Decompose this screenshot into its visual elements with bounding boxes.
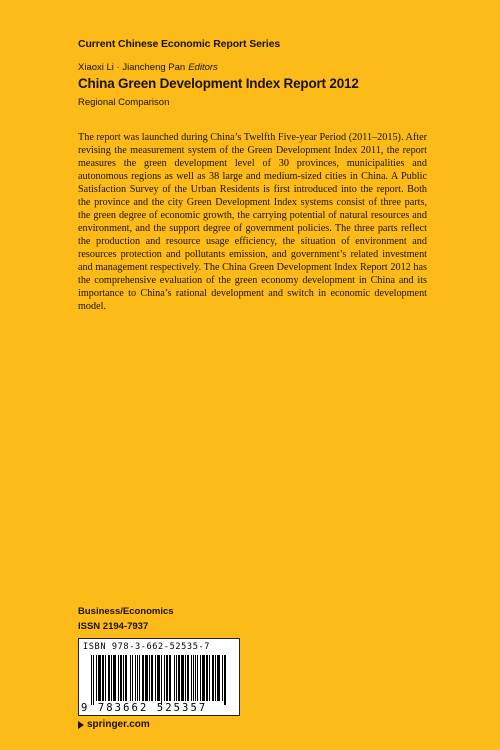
barcode-bar bbox=[206, 655, 208, 701]
barcode-bar bbox=[212, 655, 214, 701]
barcode-bar bbox=[125, 655, 127, 701]
barcode-bar bbox=[215, 655, 216, 701]
barcode-bar bbox=[93, 655, 94, 705]
barcode-graphic bbox=[91, 655, 229, 705]
barcode-bar bbox=[137, 655, 138, 701]
barcode-bar bbox=[164, 655, 165, 701]
barcode-bar bbox=[185, 655, 186, 701]
barcode-bar bbox=[174, 655, 175, 701]
barcode-bar bbox=[193, 655, 194, 701]
book-title: China Green Development Index Report 2012 bbox=[78, 76, 359, 91]
barcode-bar bbox=[195, 655, 196, 701]
barcode-bar bbox=[202, 655, 205, 701]
barcode-bar bbox=[149, 655, 150, 701]
barcode-bar bbox=[98, 655, 101, 701]
barcode-bar bbox=[102, 655, 104, 701]
abstract-text: The report was launched during China’s Twelfth Five-year Period (2011–2015). After revising the measurement system of the Green Development Index 2011, the report measures the green development level of 30 provinces, municipalities and autonomous regions as well as 38 large and medium-sized cities in China. A Public Satisfaction Survey of the Urban Residents is first introduced into the report. Both the province and the city Green Development Index systems consist of three parts, the green degree of economic growth, the carrying potential of natural resources and environment, and the support degree of government policies. The three parts reflect the production and resource usage efficiency, the situation of environment and resources protection and pollutants emission, and government’s related investment and management respectively. The China Green Development Index Report 2012 has the comprehensive evaluation of the green economy development in China and its importance to China’s rational development and switch in economic development model. bbox=[78, 132, 427, 312]
subject-category: Business/Economics bbox=[78, 606, 174, 617]
barcode-bar bbox=[123, 655, 124, 701]
publisher-website[interactable] bbox=[78, 719, 150, 730]
barcode-bar bbox=[96, 655, 97, 701]
isbn-number: ISBN 978-3-662-52535-7 bbox=[83, 642, 211, 652]
barcode-bar bbox=[224, 655, 226, 705]
barcode-bar bbox=[155, 655, 156, 701]
barcode-bar bbox=[200, 655, 201, 701]
website-label[interactable]: springer.com bbox=[87, 719, 150, 730]
barcode-bar bbox=[142, 655, 144, 701]
isbn-barcode-box bbox=[78, 638, 240, 716]
barcode-bar bbox=[169, 655, 171, 701]
barcode-bar bbox=[91, 655, 92, 705]
editors-line bbox=[78, 62, 218, 73]
barcode-bar bbox=[105, 655, 106, 701]
issn-number: ISSN 2194-7937 bbox=[78, 621, 149, 632]
barcode-bar bbox=[176, 655, 177, 701]
barcode-bar bbox=[130, 655, 131, 701]
barcode-bar bbox=[209, 655, 210, 701]
barcode-bar bbox=[118, 655, 119, 701]
barcode-bar bbox=[151, 655, 153, 701]
barcode-bar bbox=[145, 655, 148, 701]
barcode-bar bbox=[166, 655, 168, 701]
editor-names: Xiaoxi Li · Jiancheng Pan bbox=[78, 62, 186, 73]
barcode-bar bbox=[120, 655, 122, 701]
editors-role: Editors bbox=[188, 62, 218, 73]
barcode-bar bbox=[113, 655, 116, 701]
barcode-bar bbox=[178, 655, 180, 701]
barcode-bar bbox=[191, 655, 192, 701]
barcode-bar bbox=[161, 655, 162, 705]
barcode-bar bbox=[108, 655, 110, 701]
barcode-bar bbox=[157, 655, 160, 701]
series-title: Current Chinese Economic Report Series bbox=[78, 38, 281, 50]
barcode-digits: 9 783662 525357 bbox=[81, 702, 208, 714]
barcode-bar bbox=[135, 655, 136, 701]
barcode-bar bbox=[132, 655, 133, 701]
arrow-right-icon bbox=[78, 721, 84, 729]
barcode-bar bbox=[139, 655, 140, 701]
barcode-bar bbox=[222, 655, 223, 701]
barcode-bar bbox=[197, 655, 198, 701]
barcode-bar bbox=[187, 655, 189, 701]
barcode-bar bbox=[181, 655, 184, 701]
barcode-bar bbox=[111, 655, 112, 701]
barcode-bar bbox=[217, 655, 220, 701]
book-subtitle: Regional Comparison bbox=[78, 97, 170, 108]
